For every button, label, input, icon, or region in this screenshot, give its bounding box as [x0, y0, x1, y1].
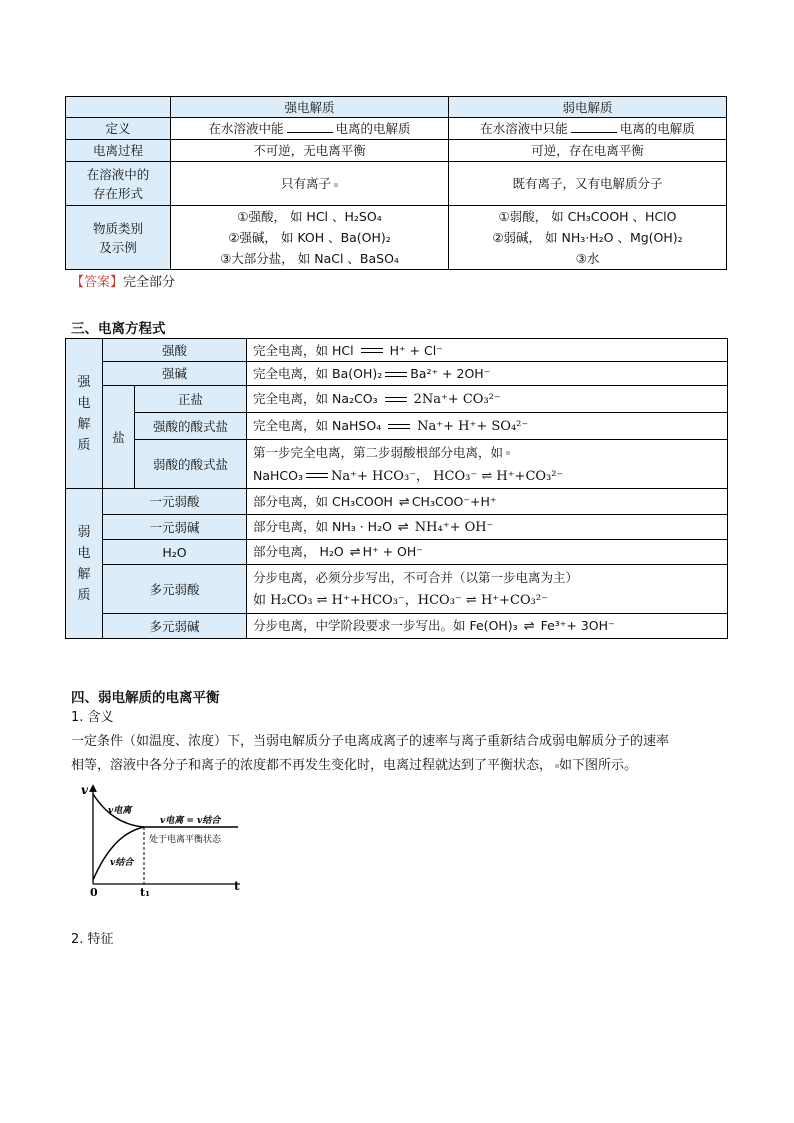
type-strong-acid-salt: 强酸的酸式盐 [135, 413, 247, 440]
reversible-arrow: ⇌ [349, 545, 361, 560]
equals-sign [388, 423, 410, 431]
watermark-dot [506, 451, 510, 455]
section-4-title: 四、弱电解质的电离平衡 [71, 690, 220, 706]
strong-definition: 在水溶液中能 电离的电解质 [171, 118, 449, 140]
equilibrium-graph [78, 780, 278, 900]
equals-sign [361, 347, 383, 355]
weak-form: 既有离子，又有电解质分子 [449, 162, 727, 206]
y-axis-label: v [81, 783, 88, 797]
group-salt: 盐 [103, 386, 135, 489]
curve-combination-label: v结合 [110, 858, 134, 868]
weak-definition: 在水溶液中只能 电离的电解质 [449, 118, 727, 140]
header-weak: 弱电解质 [449, 97, 727, 118]
subheading-features: 2. 特征 [71, 932, 114, 947]
electrolyte-comparison-table [65, 96, 727, 270]
type-polybasic-base: 多元弱碱 [103, 614, 247, 639]
paragraph-meaning: 一定条件（如温度、浓度）下，当弱电解质分子电离成离子的速率与离子重新结合成弱电解质分子的速率 相等，溶液中各分子和离子的浓度都不再发生变化时，电离过程就达到了平衡状态， 如下图所示。 [71, 734, 670, 773]
weak-examples: ①弱酸， 如 CH₃COOH 、HClO ②弱碱， 如 NH₃·H₂O 、Mg(OH)₂ ③水 [449, 206, 727, 270]
equilibrium-equation-label: v电离 = v结合 [160, 816, 221, 826]
eq-strong-acid-salt: 完全电离，如 NaHSO₄ Na⁺+ H⁺+ SO₄²⁻ [247, 413, 728, 440]
eq-weak-acid-salt: 第一步完全电离，第二步弱酸根部分电离，如 NaHCO₃ Na⁺+ HCO₃⁻， HCO₃⁻ ⇌ H⁺+CO₃²⁻ [247, 440, 728, 489]
strong-form: 只有离子 [171, 162, 449, 206]
header-strong: 强电解质 [171, 97, 449, 118]
eq-polybasic-base: 分步电离，中学阶段要求一步写出。如 Fe(OH)₃ ⇌ Fe³⁺+ 3OH⁻ [247, 614, 728, 639]
reversible-arrow: ⇌ [523, 619, 535, 634]
group-weak: 弱 电 解 质 [66, 489, 103, 639]
t1-label: t₁ [140, 886, 150, 899]
row-label-examples: 物质类别 及示例 [66, 206, 171, 270]
ionization-equation-table [65, 338, 728, 639]
eq-strong-acid: 完全电离，如 HCl H⁺ + Cl⁻ [247, 339, 728, 362]
group-strong: 强 电 解 质 [66, 339, 103, 489]
answer-line: 【答案】完全部分 [71, 275, 176, 290]
eq-strong-base: 完全电离，如 Ba(OH)₂ Ba²⁺ + 2OH⁻ [247, 362, 728, 386]
equals-sign [385, 396, 407, 404]
type-polyprotic-acid: 多元弱酸 [103, 565, 247, 614]
row-label-form: 在溶液中的 存在形式 [66, 162, 171, 206]
row-label-process: 电离过程 [66, 140, 171, 162]
strong-process: 不可逆，无电离平衡 [171, 140, 449, 162]
type-weak-base: 一元弱碱 [103, 515, 247, 540]
equals-sign [306, 472, 328, 480]
eq-polyprotic-acid: 分步电离，必须分步写出，不可合并（以第一步电离为主） 如 H₂CO₃ ⇌ H⁺+HCO₃⁻，HCO₃⁻ ⇌ H⁺+CO₃²⁻ [247, 565, 728, 614]
reversible-arrow: ⇌ [397, 520, 409, 535]
reversible-arrow: ⇌ [398, 494, 410, 510]
eq-normal-salt: 完全电离，如 Na₂CO₃ 2Na⁺+ CO₃²⁻ [247, 386, 728, 413]
eq-water: 部分电离， H₂O ⇌ H⁺ + OH⁻ [247, 540, 728, 565]
fill-blank [287, 121, 333, 133]
weak-process: 可逆，存在电离平衡 [449, 140, 727, 162]
strong-examples: ①强酸， 如 HCl 、H₂SO₄ ②强碱， 如 KOH 、Ba(OH)₂ ③大部分盐， 如 NaCl 、BaSO₄ [171, 206, 449, 270]
equilibrium-state-label: 处于电离平衡状态 [149, 835, 222, 845]
section-3-title: 三、电离方程式 [71, 321, 166, 337]
equals-sign [385, 371, 407, 379]
type-strong-acid: 强酸 [103, 339, 247, 362]
type-strong-base: 强碱 [103, 362, 247, 386]
type-water: H₂O [103, 540, 247, 565]
row-label-definition: 定义 [66, 118, 171, 140]
eq-weak-acid: 部分电离，如 CH₃COOH ⇌ CH₃COO⁻+H⁺ [247, 489, 728, 515]
type-weak-acid-salt: 弱酸的酸式盐 [135, 440, 247, 489]
table-corner [66, 97, 171, 118]
x-axis-label: t [234, 879, 240, 893]
curve-combination [93, 827, 144, 880]
type-weak-acid: 一元弱酸 [103, 489, 247, 515]
eq-weak-base: 部分电离，如 NH₃ · H₂O ⇌ NH₄⁺+ OH⁻ [247, 515, 728, 540]
origin-label: 0 [90, 886, 98, 899]
fill-blank [571, 121, 617, 133]
type-normal-salt: 正盐 [135, 386, 247, 413]
curve-ionization-label: v电离 [108, 806, 132, 816]
subheading-meaning: 1. 含义 [71, 710, 114, 725]
watermark-dot [334, 183, 338, 187]
